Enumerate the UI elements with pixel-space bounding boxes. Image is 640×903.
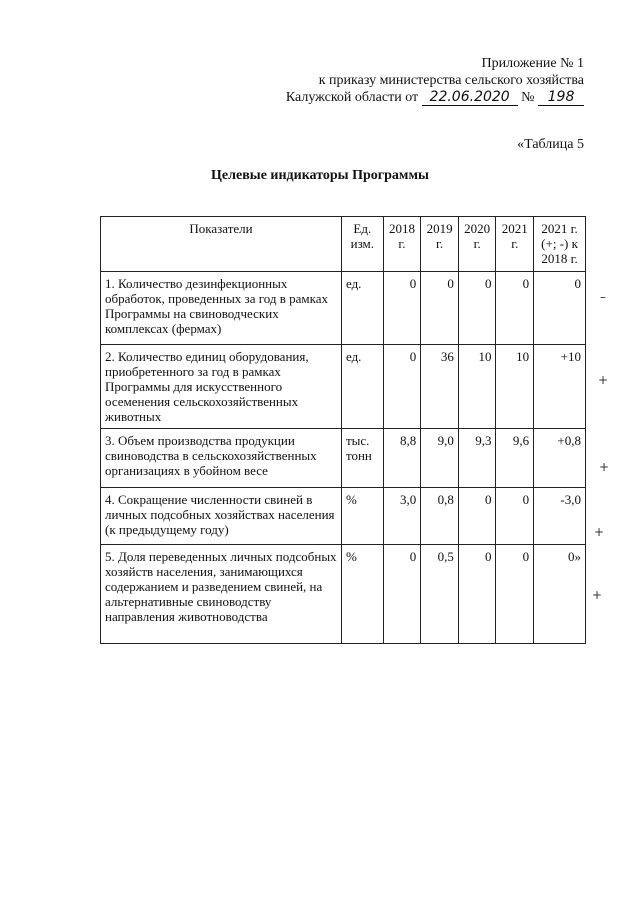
value-2019: 0,5: [421, 545, 459, 644]
col-header-change: 2021 г. (+; -) к 2018 г.: [534, 217, 586, 272]
indicator-name: 1. Количество дезинфекционных обработок, проведенных за год в рамках Программы на свиноводческих комплексах (фермах): [101, 272, 342, 345]
indicator-unit: ед.: [341, 345, 383, 429]
date-line: [286, 89, 584, 106]
indicator-unit: тыс. тонн: [341, 429, 383, 488]
indicators-table: [100, 216, 586, 644]
col-header-2018: 2018 г.: [383, 217, 421, 272]
col-header-indicator: Показатели: [101, 217, 342, 272]
page-title: Целевые индикаторы Программы: [211, 168, 429, 183]
value-2018: 0: [383, 545, 421, 644]
value-change: 0»: [534, 545, 586, 644]
table-row: [101, 272, 586, 345]
value-2018: 3,0: [383, 488, 421, 545]
margin-tick-icon: +: [592, 588, 603, 602]
col-header-unit: Ед. изм.: [341, 217, 383, 272]
indicator-name: 2. Количество единиц оборудования, приобретенного за год в рамках Программы для искусственного осеменения сельскохозяйственных животных: [101, 345, 342, 429]
table-row: [101, 429, 586, 488]
value-2020: 9,3: [458, 429, 496, 488]
indicator-name: 5. Доля переведенных личных подсобных хозяйств населения, занимающихся содержанием и разведением свиней, на альтернативные свиноводству направления животноводства: [101, 545, 342, 644]
region-prefix: Калужской области от: [285, 90, 419, 105]
col-header-2021: 2021 г.: [496, 217, 534, 272]
value-2020: 10: [458, 345, 496, 429]
value-2021: 0: [496, 272, 534, 345]
order-line: к приказу министерства сельского хозяйства: [318, 73, 584, 88]
document-header: [286, 55, 584, 106]
value-2021: 0: [496, 545, 534, 644]
value-2018: 0: [383, 345, 421, 429]
table-row: [101, 488, 586, 545]
margin-tick-icon: –: [600, 290, 606, 304]
indicator-unit: %: [341, 488, 383, 545]
value-2020: 0: [458, 545, 496, 644]
indicator-name: 4. Сокращение численности свиней в личных подсобных хозяйствах населения (к предыдущему году): [101, 488, 342, 545]
value-2019: 9,0: [421, 429, 459, 488]
margin-tick-icon: +: [598, 373, 609, 387]
table-header-row: [101, 217, 586, 272]
table-row: [101, 345, 586, 429]
value-2020: 0: [458, 272, 496, 345]
value-2021: 10: [496, 345, 534, 429]
table-label: «Таблица 5: [517, 137, 584, 152]
value-2019: 0: [421, 272, 459, 345]
margin-tick-icon: +: [594, 525, 605, 539]
value-change: 0: [534, 272, 586, 345]
appendix-line: Приложение № 1: [481, 56, 584, 71]
indicator-unit: ед.: [341, 272, 383, 345]
value-2020: 0: [458, 488, 496, 545]
value-2019: 36: [421, 345, 459, 429]
table-row: [101, 545, 586, 644]
value-change: -3,0: [534, 488, 586, 545]
col-header-2020: 2020 г.: [458, 217, 496, 272]
value-change: +0,8: [534, 429, 586, 488]
value-2021: 0: [496, 488, 534, 545]
value-2018: 0: [383, 272, 421, 345]
indicator-unit: %: [341, 545, 383, 644]
indicator-name: 3. Объем производства продукции свиноводства в сельскохозяйственных организациях в убойном весе: [101, 429, 342, 488]
value-2018: 8,8: [383, 429, 421, 488]
col-header-2019: 2019 г.: [421, 217, 459, 272]
handwritten-date: 22.06.2020: [422, 90, 518, 106]
handwritten-number: 198: [538, 90, 584, 106]
number-label: №: [521, 90, 535, 105]
value-change: +10: [534, 345, 586, 429]
value-2021: 9,6: [496, 429, 534, 488]
margin-tick-icon: +: [599, 460, 610, 474]
value-2019: 0,8: [421, 488, 459, 545]
